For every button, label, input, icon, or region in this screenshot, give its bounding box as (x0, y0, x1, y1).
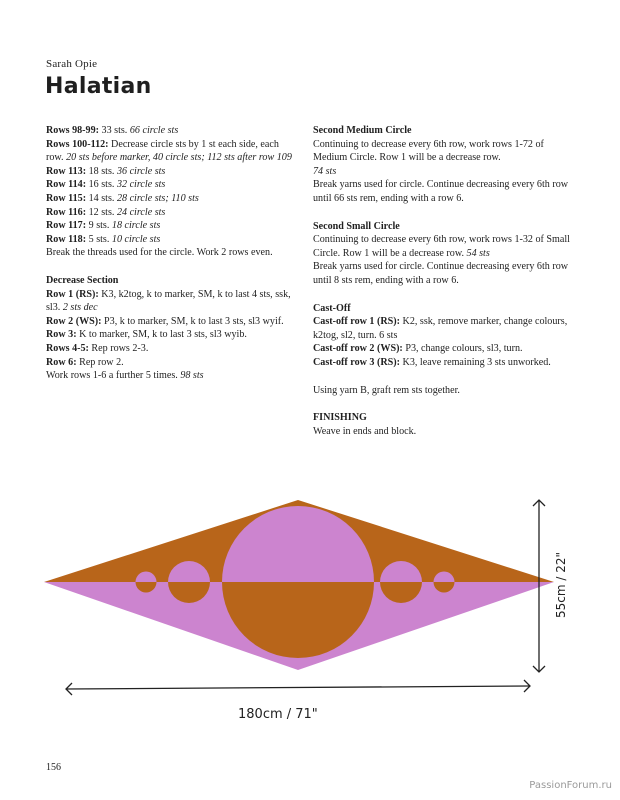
width-dimension-arrow (66, 680, 530, 695)
row-98-99: Rows 98-99: 33 sts. 66 circle sts (46, 125, 179, 136)
row-114: Row 114: 16 sts. 32 circle sts (46, 179, 166, 191)
second-small-circle-break: Break yarns used for circle. Continue decreasing every 6th row until 8 sts rem, ending with a row 6. (313, 261, 569, 286)
decrease-row-1: Row 1 (RS): K3, k2tog, k to marker, SM, k to last 4 sts, ssk, sl3. 2 sts dec (46, 288, 291, 314)
cast-off-heading: Cast-Off (313, 302, 351, 314)
second-medium-circle-text: Continuing to decrease every 6th row, work rows 1-72 of Medium Circle. Row 1 will be a decrease row. (313, 138, 544, 164)
width-label: 180cm / 71" (238, 707, 318, 722)
row-117: Row 117: 9 sts. 18 circle sts (46, 220, 161, 232)
decrease-rows-4-5: Rows 4-5: Rep rows 2-3. (46, 342, 149, 354)
right-column (313, 124, 575, 438)
author-name: Sarah Opie (46, 58, 98, 70)
row-115: Row 115: 14 sts. 28 circle sts; 110 sts (46, 192, 199, 204)
second-medium-circle-count: 74 sts (313, 165, 337, 177)
page-number: 156 (46, 762, 61, 773)
decrease-repeat-note: Work rows 1-6 a further 5 times. 98 sts (46, 370, 204, 382)
decrease-section-heading: Decrease Section (46, 274, 119, 286)
finishing-heading: FINISHING (313, 412, 367, 424)
finishing-text: Weave in ends and block. (313, 425, 417, 437)
decrease-row-6: Row 6: Rep row 2. (46, 356, 124, 368)
left-column (46, 124, 296, 383)
height-label: 55cm / 22" (554, 551, 568, 618)
second-small-circle-heading: Second Small Circle (313, 220, 400, 232)
row-116: Row 116: 12 sts. 24 circle sts (46, 206, 166, 218)
second-medium-circle-break: Break yarns used for circle. Continue decreasing every 6th row until 66 sts rem, ending with a row 6. (313, 179, 569, 204)
watermark: PassionForum.ru (529, 780, 612, 791)
decrease-row-3: Row 3: K to marker, SM, k to last 3 sts, sl3 wyib. (46, 329, 247, 341)
graft-note: Using yarn B, graft rem sts together. (313, 384, 460, 396)
row-118: Row 118: 5 sts. 10 circle sts (46, 233, 161, 245)
shawl-diagram (30, 490, 600, 730)
cast-off-row-3: Cast-off row 3 (RS): K3, leave remaining 3 sts unworked. (313, 356, 551, 368)
row-100-112: Rows 100-112: Decrease circle sts by 1 st each side, each row. 20 sts before marker, 40 circle sts; 112 sts after row 109 (46, 138, 292, 164)
break-threads-note: Break the threads used for the circle. Work 2 rows even. (46, 247, 273, 259)
row-113: Row 113: 18 sts. 36 circle sts (46, 165, 166, 177)
cast-off-row-1: Cast-off row 1 (RS): K2, ssk, remove marker, change colours, k2tog, sl2, turn. 6 sts (313, 316, 568, 341)
second-medium-circle-heading: Second Medium Circle (313, 125, 412, 136)
pattern-title: Halatian (45, 74, 152, 99)
decrease-row-2: Row 2 (WS): P3, k to marker, SM, k to last 3 sts, sl3 wyif. (46, 315, 284, 327)
second-small-circle-text: Continuing to decrease every 6th row, work rows 1-32 of Small Circle. Row 1 will be a decrease row. 54 sts (313, 234, 570, 259)
cast-off-row-2: Cast-off row 2 (WS): P3, change colours, sl3, turn. (313, 343, 523, 355)
